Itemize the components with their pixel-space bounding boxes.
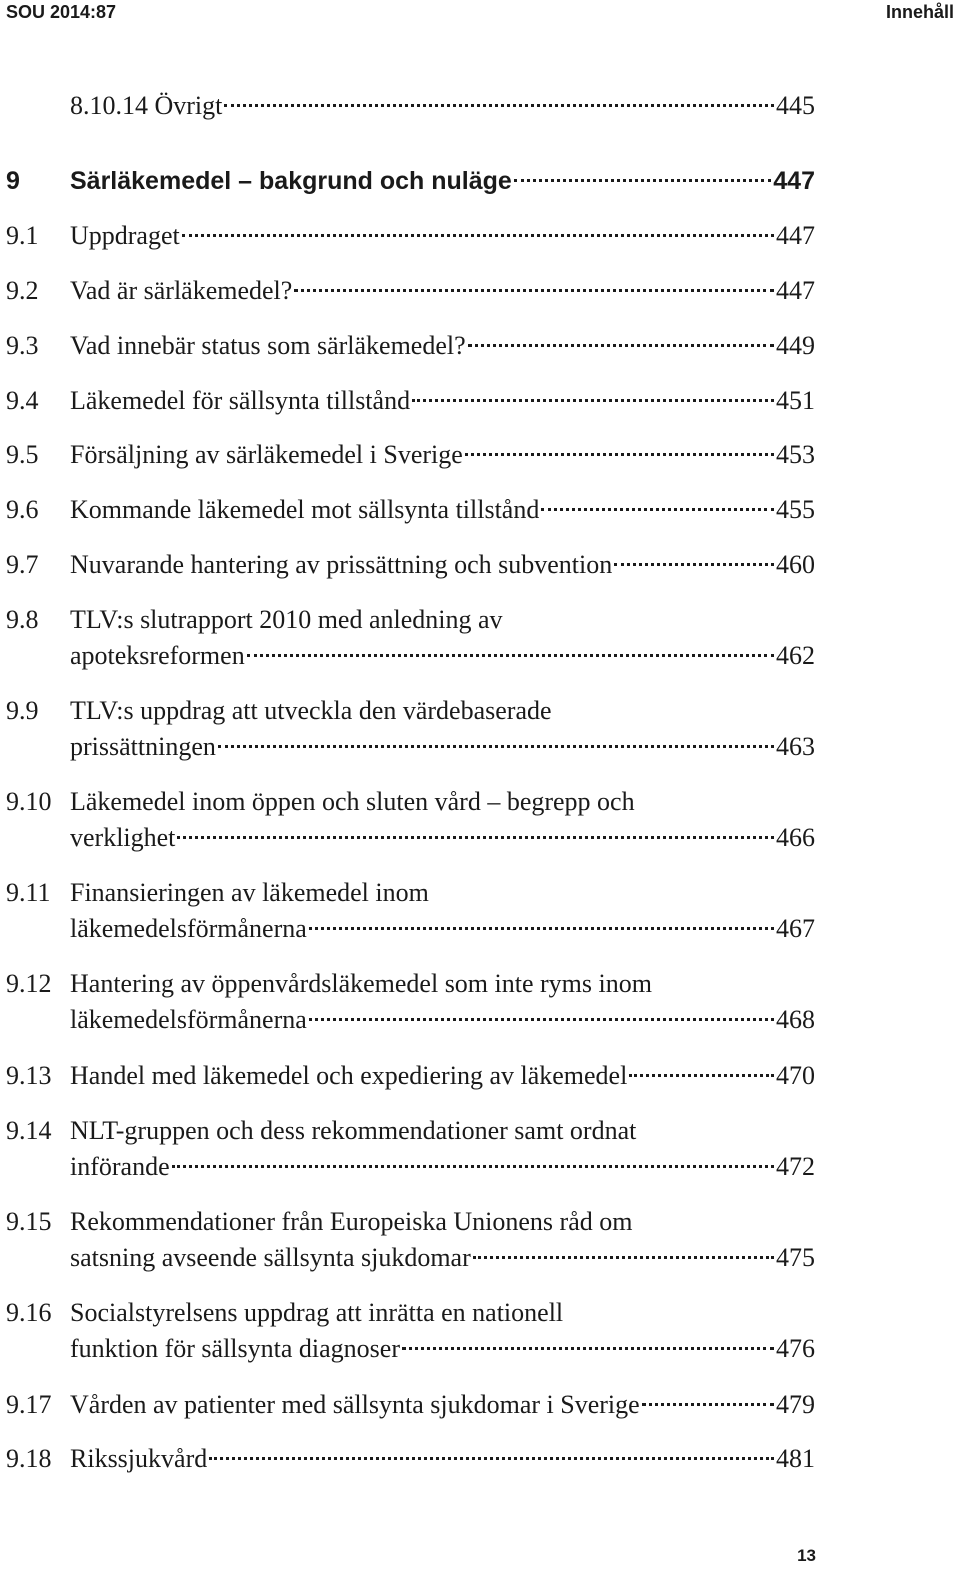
entry-number: 9.6 (6, 495, 39, 524)
entry-title-line1: Socialstyrelsens uppdrag att inrätta en nationell (70, 1298, 564, 1327)
entry-number: 9.1 (6, 221, 39, 250)
entry-number: 9.12 (6, 969, 52, 998)
entry-number: 9.2 (6, 276, 39, 305)
dot-leader (541, 508, 774, 511)
entry-title: läkemedelsförmånerna (70, 1005, 307, 1034)
entry-number: 9.8 (6, 605, 39, 634)
dot-leader (514, 179, 771, 182)
entry-title-line1: NLT-gruppen och dess rekommendationer samt ordnat (70, 1116, 637, 1145)
entry-number: 9.10 (6, 787, 52, 816)
entry-page: 479 (776, 1390, 815, 1419)
entry-title: Vården av patienter med sällsynta sjukdomar i Sverige (70, 1390, 640, 1419)
entry-title-line1: TLV:s uppdrag att utveckla den värdebaserade (70, 696, 552, 725)
dot-leader (182, 234, 774, 237)
entry-page: 467 (776, 914, 815, 943)
entry-title: verklighet (70, 823, 176, 852)
entry-number: 9.18 (6, 1444, 52, 1473)
entry-title: Nuvarande hantering av prissättning och subvention (70, 550, 613, 579)
entry-number: 9.14 (6, 1116, 52, 1145)
entry-page: 460 (776, 550, 815, 579)
entry-title: Läkemedel för sällsynta tillstånd (70, 386, 411, 415)
entry-number: 9.4 (6, 386, 39, 415)
entry-number: 9.16 (6, 1298, 52, 1327)
entry-title: Handel med läkemedel och expediering av läkemedel (70, 1061, 628, 1090)
entry-page: 463 (776, 732, 815, 761)
entry-page: 453 (776, 440, 815, 469)
entry-page: 447 (773, 167, 815, 195)
entry-number: 9.3 (6, 331, 39, 360)
page-number: 13 (797, 1546, 816, 1565)
entry-title: prissättningen (70, 732, 216, 761)
entry-page: 445 (776, 91, 815, 120)
entry-page: 470 (776, 1061, 815, 1090)
entry-title: Särläkemedel – bakgrund och nuläge (70, 167, 512, 195)
entry-page: 475 (776, 1243, 815, 1272)
entry-number: 9.15 (6, 1207, 52, 1236)
entry-title: Kommande läkemedel mot sällsynta tillstånd (70, 495, 540, 524)
dot-leader (642, 1403, 774, 1406)
entry-title-line1: Rekommendationer från Europeiska Unionens råd om (70, 1207, 633, 1236)
entry-title: Försäljning av särläkemedel i Sverige (70, 440, 463, 469)
entry-title: Övrigt (154, 91, 223, 120)
entry-number: 9.13 (6, 1061, 52, 1090)
entry-page: 468 (776, 1005, 815, 1034)
dot-leader (614, 563, 774, 566)
section-name: Innehåll (885, 2, 954, 22)
entry-title-line1: Läkemedel inom öppen och sluten vård – begrepp och (70, 787, 635, 816)
entry-title-line1: Hantering av öppenvårdsläkemedel som inte ryms inom (70, 969, 652, 998)
dot-leader (465, 453, 774, 456)
entry-title: införande (70, 1152, 170, 1181)
entry-title: Vad innebär status som särläkemedel? (70, 331, 466, 360)
dot-leader (247, 654, 774, 657)
dot-leader (209, 1457, 774, 1460)
dot-leader (473, 1256, 774, 1259)
dot-leader (629, 1074, 774, 1077)
entry-title: läkemedelsförmånerna (70, 914, 307, 943)
entry-title-line1: TLV:s slutrapport 2010 med anledning av (70, 605, 503, 634)
entry-title: Uppdraget (70, 221, 180, 250)
dot-leader (412, 399, 774, 402)
entry-number: 9 (6, 167, 20, 195)
entry-page: 455 (776, 495, 815, 524)
dot-leader (309, 927, 774, 930)
entry-title: funktion för sällsynta diagnoser (70, 1334, 400, 1363)
dot-leader (468, 344, 774, 347)
entry-title: Vad är särläkemedel? (70, 276, 293, 305)
dot-leader (172, 1165, 774, 1168)
entry-page: 462 (776, 641, 815, 670)
entry-number: 9.17 (6, 1390, 52, 1419)
entry-page: 472 (776, 1152, 815, 1181)
dot-leader (218, 745, 774, 748)
entry-page: 449 (776, 331, 815, 360)
dot-leader (294, 289, 774, 292)
dot-leader (402, 1347, 774, 1350)
entry-page: 447 (776, 276, 815, 305)
entry-number: 9.11 (6, 878, 51, 907)
dot-leader (309, 1018, 774, 1021)
entry-page: 451 (776, 386, 815, 415)
entry-page: 466 (776, 823, 815, 852)
dot-leader (177, 836, 774, 839)
entry-title-line1: Finansieringen av läkemedel inom (70, 878, 429, 907)
entry-title: apoteksreformen (70, 641, 245, 670)
dot-leader (224, 104, 774, 107)
entry-title: satsning avseende sällsynta sjukdomar (70, 1243, 471, 1272)
page-header (6, 2, 954, 30)
entry-page: 447 (776, 221, 815, 250)
entry-title: Rikssjukvård (70, 1444, 208, 1473)
document-id: SOU 2014:87 (6, 2, 117, 22)
entry-number: 8.10.14 (70, 91, 148, 120)
entry-page: 481 (776, 1444, 815, 1473)
entry-number: 9.7 (6, 550, 39, 579)
entry-number: 9.5 (6, 440, 39, 469)
entry-page: 476 (776, 1334, 815, 1363)
entry-number: 9.9 (6, 696, 39, 725)
